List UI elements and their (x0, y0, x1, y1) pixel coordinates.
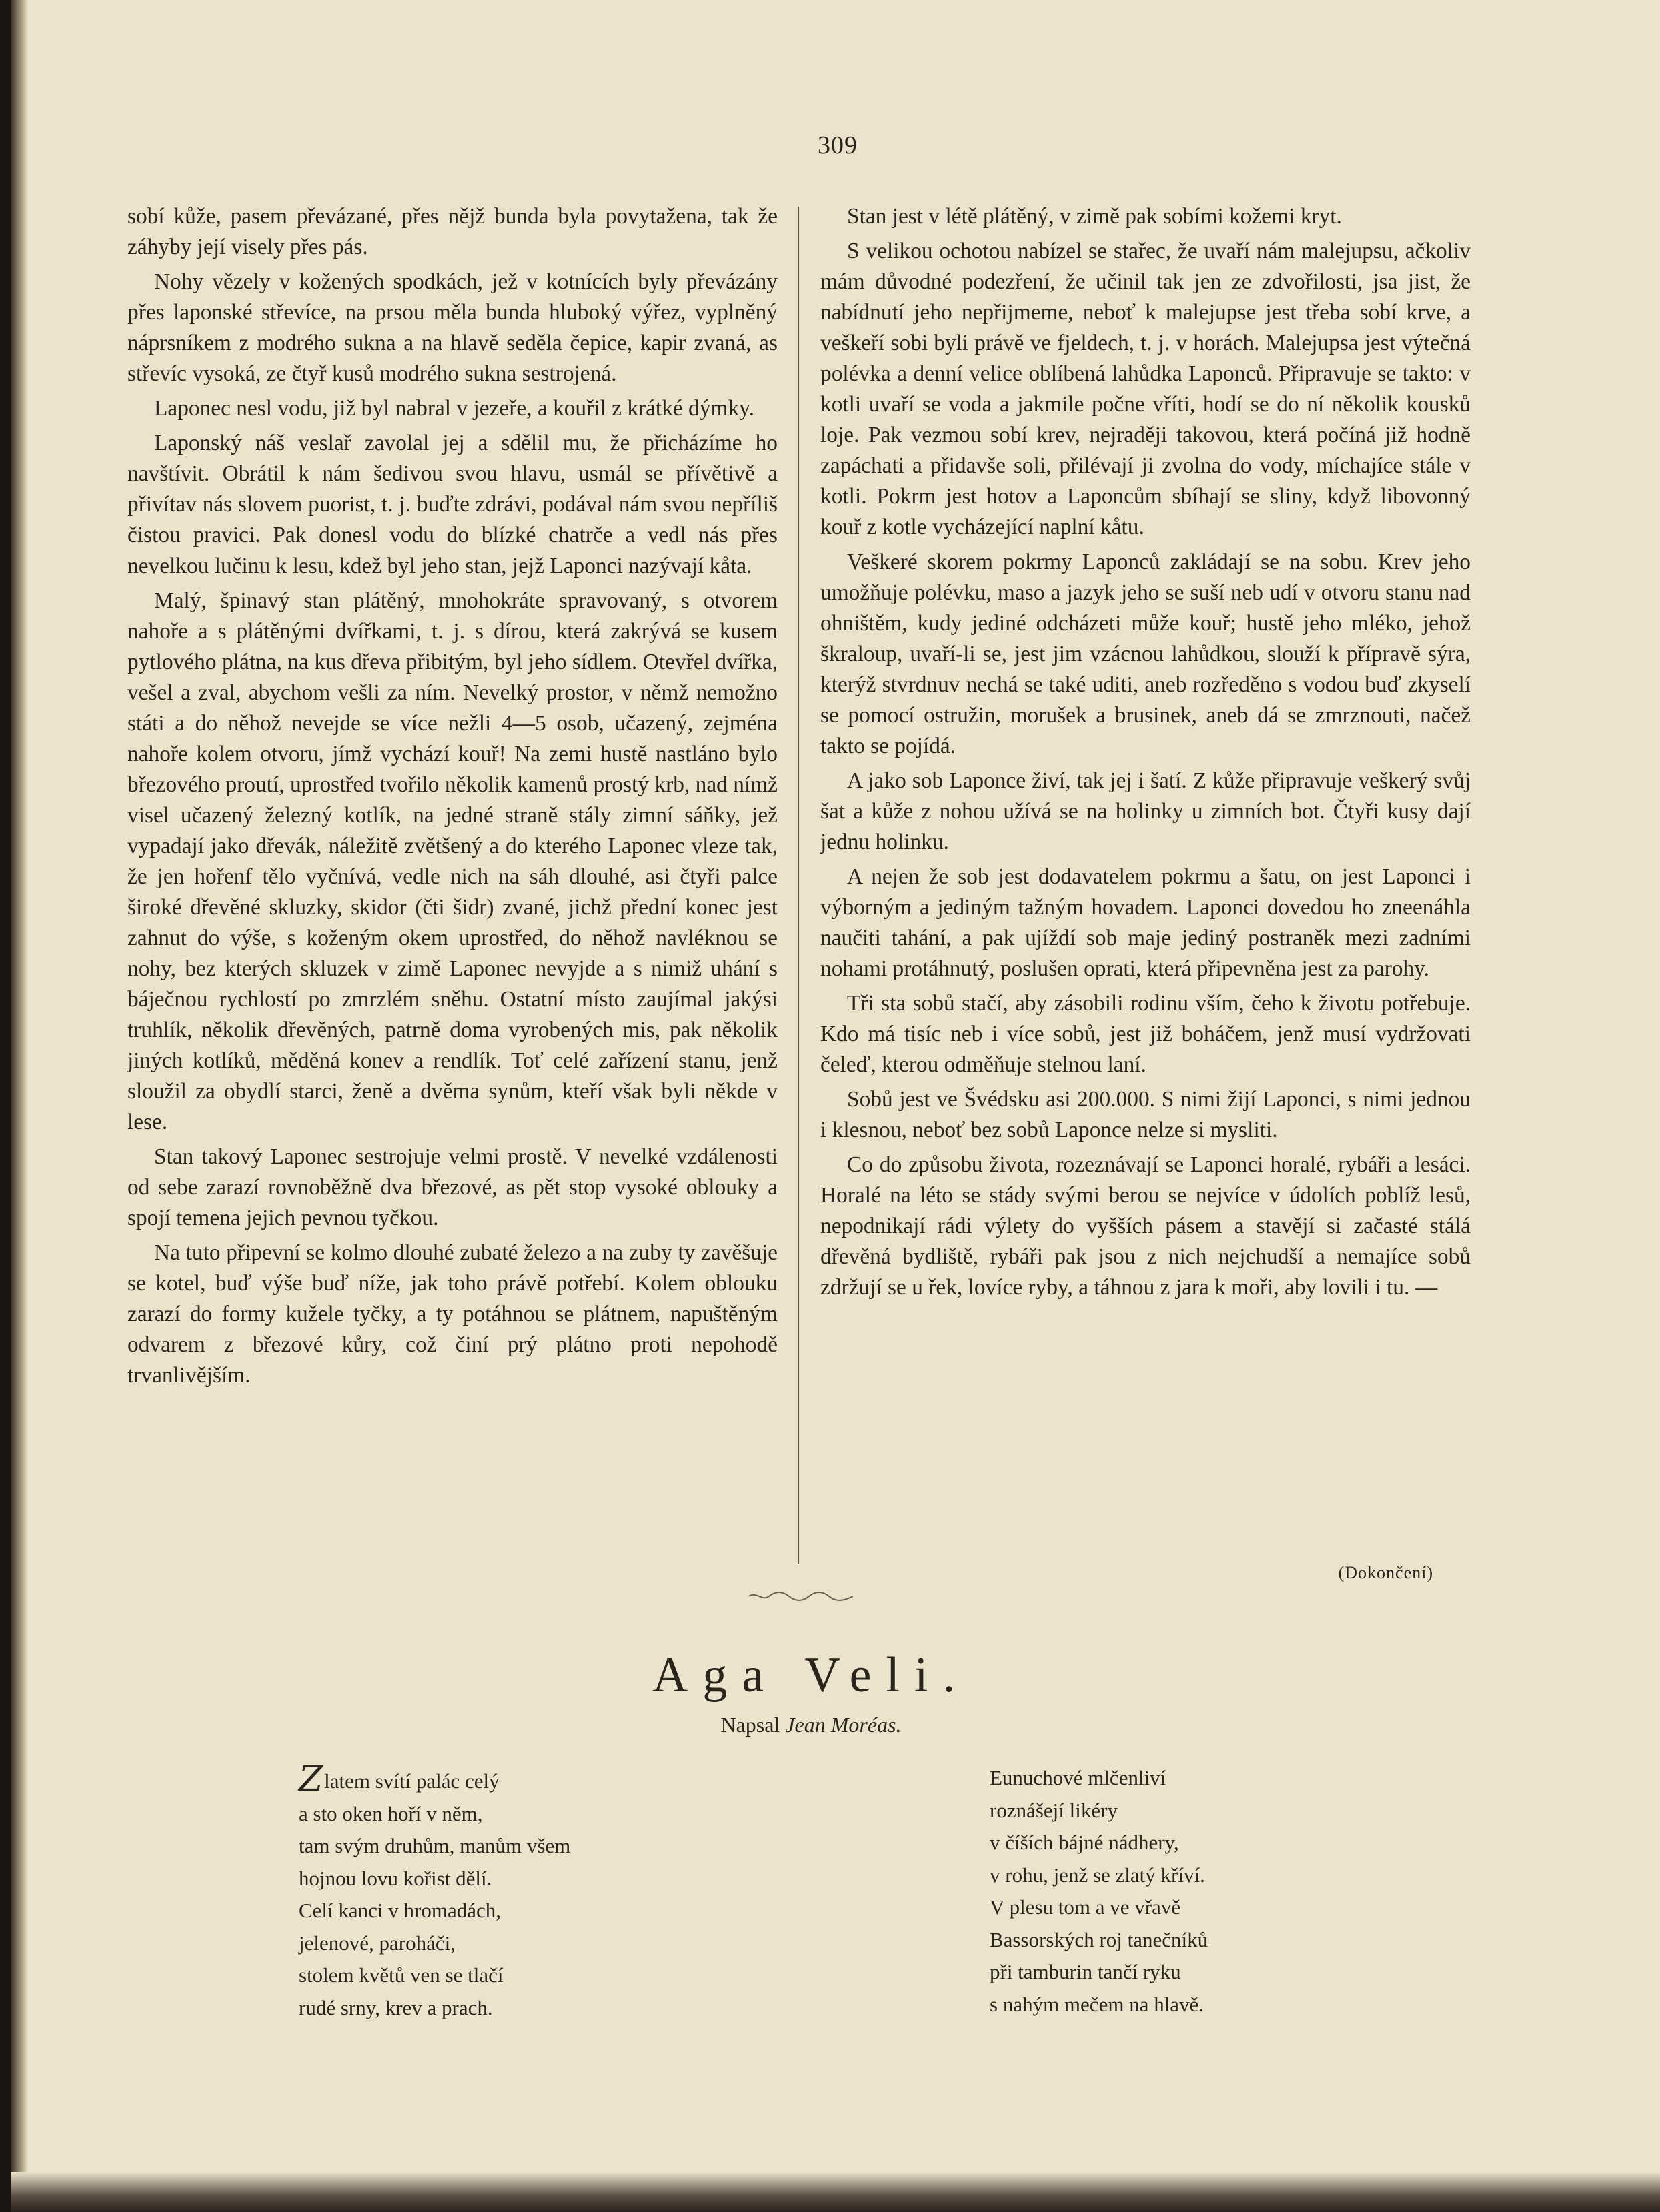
paragraph: Malý, špinavý stan plátěný, mnohokráte spravovaný, s otvorem nahoře a s plátěnými dvířkami, t. j. s dírou, která zakrývá se kusem pytlového plátna, na kus dřeva přibitým, byl jeho sídlem. Otevřel dvířka, vešel a zval, abychom vešli za ním. Nevelký prostor, v němž nemožno státi a do něhož nevejde se více nežli 4—5 osob, učazený, zejména nahoře kolem otvoru, jímž vychází kouř! Na zemi hustě nastláno bylo březového proutí, uprostřed tvořilo několik kamenů prostý krb, nad nímž visel učazený železný kotlík, na jedné straně stály zimní sáňky, jež vypadají jako dřevák, náležitě zvětšený a do kterého Laponec vleze tak, že jen hořenf tělo vyčnívá, vedle nich na sáh dlouhé, asi čtyři palce široké dřevěné skluzky, skidor (čti šidr) zvané, jichž přední konec jest zahnut do výše, s koženým okem uprostřed, do něhož navléknou se nohy, bez kterých skluzek v zimě Laponec nevyjde a s nimiž uhání s báječnou rychlostí po zmrzlém sněhu. Ostatní místo zaujímal jakýsi truhlík, několik dřevěných, patrně doma vyrobených mis, pak několik jiných kotlíků, měděná konev a rendlík. Toť celé zařízení stanu, jenž sloužil za obydlí starci, ženě a dvěma synům, kteří však byli někde v lese. (127, 588, 778, 1134)
paragraph: S velikou ochotou nabízel se stařec, že uvaří nám malejupsu, ačkoliv mám důvodné podezření, že učinil tak jen ze zdvořilosti, jsa jist, že nabídnutí jeho nepřijmeme, neboť k malejupse jest třeba sobí krve, a veškeří sobi byli právě ve fjeldech, t. j. v horách. Malejupsa jest výtečná polévka a denní velice oblíbená lahůdka Laponců. Připravuje se takto: v kotli uvaří se voda a jakmile počne vříti, hodí se do ní několik kousků loje. Pak vezmou sobí krev, nejraději takovou, která počíná již hodně zapáchati a přidavše soli, přilévají ji zvolna do vody, míchajíce stále v kotli. Pokrm jest hotov a Laponcům sbíhají se sliny, když libovonný kouř z kotle vycházející naplní kåtu. (820, 239, 1471, 539)
poem-stanza-right (990, 1762, 1443, 2021)
paragraph: Tři sta sobů stačí, aby zásobili rodinu vším, čeho k životu potřebuje. Kdo má tisíc neb i více sobů, jest již boháčem, jenž musí vydržovati čeleď, kterou odměňuje stelnou laní. (820, 991, 1471, 1077)
poem-line: jelenové, paroháči, (299, 1931, 456, 1955)
poem-byline (544, 1713, 1078, 1737)
paragraph: Laponský náš veslař zavolal jej a sdělil mu, že přicházíme ho navštívit. Obrátil k nám šedivou svou hlavu, usmál se přívětivě a přivítav nás slovem puorist, t. j. buďte zdrávi, podával nám svou nepříliš čistou pravici. Pak donesl vodu do blízké chatrče a vedl nás přes nevelkou lučinu k lesu, kdež byl jeho stan, jejž Laponci nazývají kåta. (127, 431, 778, 578)
poem-line-text: latem svítí palác celý (324, 1769, 500, 1793)
poem-line: Eunuchové mlčenliví (990, 1766, 1166, 1789)
poem-line: stolem květů ven se tlačí (299, 1963, 504, 1987)
paragraph: Stan takový Laponec sestrojuje velmi prostě. V nevelké vzdálenosti od sebe zarazí rovnoběžně dva březové, as pět stop vysoké oblouky a spojí temena jejich pevnou tyčkou. (127, 1144, 778, 1230)
paragraph: Nohy vězely v kožených spodkách, jež v kotnících byly převázány přes laponské střevíce, na prsou měla bunda hluboký výřez, vyplněný náprsníkem z modrého sukna a na hlavě seděla čepice, kapir zvaná, as střevíc vysoká, ze čtyř kusů modrého sukna sestrojená. (127, 269, 778, 386)
poem-line: a sto oken hoří v něm, (299, 1801, 483, 1825)
poem-line: s nahým mečem na hlavě. (990, 1992, 1204, 2016)
poem-author: Jean Moréas. (785, 1713, 902, 1737)
page-bottom-edge (11, 2172, 1660, 2212)
drop-cap: Z (299, 1759, 323, 1799)
page-number: 309 (818, 131, 858, 159)
poem-line: v číších bájné nádhery, (990, 1831, 1179, 1854)
poem-stanza-left (299, 1759, 752, 2024)
column-divider (798, 207, 799, 1564)
poem-line: hojnou lovu kořist dělí. (299, 1866, 492, 1890)
poem-line: Celí kanci v hromadách, (299, 1899, 502, 1922)
divider-ornament (748, 1589, 854, 1604)
paragraph: Stan jest v létě plátěný, v zimě pak sobími kožemi kryt. (847, 204, 1342, 229)
paragraph: Veškeré skorem pokrmy Laponců zakládají se na sobu. Krev jeho umožňuje polévku, maso a jazyk jeho se suší neb udí v otvoru stanu nad ohništěm, kudy jediné odcházeti může kouř; hustě jeho mléko, jehož škraloup, uvaří-li se, jest jim vzácnou lahůdkou, slouží k přípravě sýra, kterýž stvrdnuv nechá se také uditi, aneb rozředěno s vodou buď zkyselí se pomocí ostružin, morušek a brusinek, aneb dá se zmrznouti, načež takto se pojídá. (820, 549, 1471, 758)
poem-title: Aga Veli. (652, 1648, 970, 1703)
continued-note: (Dokončení) (1338, 1563, 1433, 1582)
poem-line: rudé srny, krev a prach. (299, 1995, 493, 2019)
byline-prefix: Napsal (720, 1713, 780, 1737)
paragraph: A nejen že sob jest dodavatelem pokrmu a šatu, on jest Laponci i výborným a jediným tažným hovadem. Laponci dovedou ho zneenáhla naučiti tahání, a pak ujíždí sob maje jediný postraněk mezi zadními nohami protáhnutý, poslušen oprati, která připevněna jest za parohy. (820, 864, 1471, 981)
paragraph: Na tuto připevní se kolmo dlouhé zubaté železo a na zuby ty zavěšuje se kotel, buď výše buď níže, jak toho právě potřebí. Kolem oblouku zarazí do formy kužele tyčky, a ty potáhnou se plátnem, napuštěným odvarem z březové kůry, což činí prý plátno proti nepohodě trvanlivějším. (127, 1240, 778, 1388)
paragraph: sobí kůže, pasem převázané, přes nějž bunda byla povytažena, tak že záhyby její visely přes pás. (127, 204, 778, 259)
poem-line: při tamburin tančí ryku (990, 1960, 1181, 1983)
spine-shadow (11, 0, 28, 2212)
poem-line (299, 1759, 752, 1799)
poem-line: tam svým druhům, manům všem (299, 1834, 571, 1857)
paragraph: Laponec nesl vodu, již byl nabral v jezeře, a kouřil z krátké dýmky. (154, 396, 754, 421)
right-column (820, 201, 1471, 1307)
paragraph: Co do způsobu života, rozeznávají se Laponci horalé, rybáři a lesáci. Horalé na léto se stády svými berou se nejvíce v údolích poblíž lesů, nepodnikají rádi výlety do vyšších pásem a stavějí si začasté stálá dřevěná bydliště, rybáři pak jsou z nich nejchudší a nemajíce sobů zdržují se u řek, lovíce ryby, a táhnou z jara k moři, aby lovili i tu. — (820, 1152, 1471, 1300)
poem-line: V plesu tom a ve vřavě (990, 1895, 1181, 1919)
left-column (127, 201, 778, 1395)
paragraph: Sobů jest ve Švédsku asi 200.000. S nimi žijí Laponci, s nimi jednou i klesnou, neboť bez sobů Laponce nelze si mysliti. (820, 1087, 1471, 1142)
book-page (11, 0, 1660, 2212)
poem-line: Bassorských roj tanečníků (990, 1927, 1208, 1951)
paragraph: A jako sob Laponce živí, tak jej i šatí. Z kůže připravuje veškerý svůj šat a kůže z nohou užívá se na holinky u zimních bot. Čtyři kusy dají jednu holinku. (820, 768, 1471, 854)
poem-line: roznášejí likéry (990, 1798, 1118, 1822)
poem-line: v rohu, jenž se zlatý kříví. (990, 1863, 1205, 1887)
